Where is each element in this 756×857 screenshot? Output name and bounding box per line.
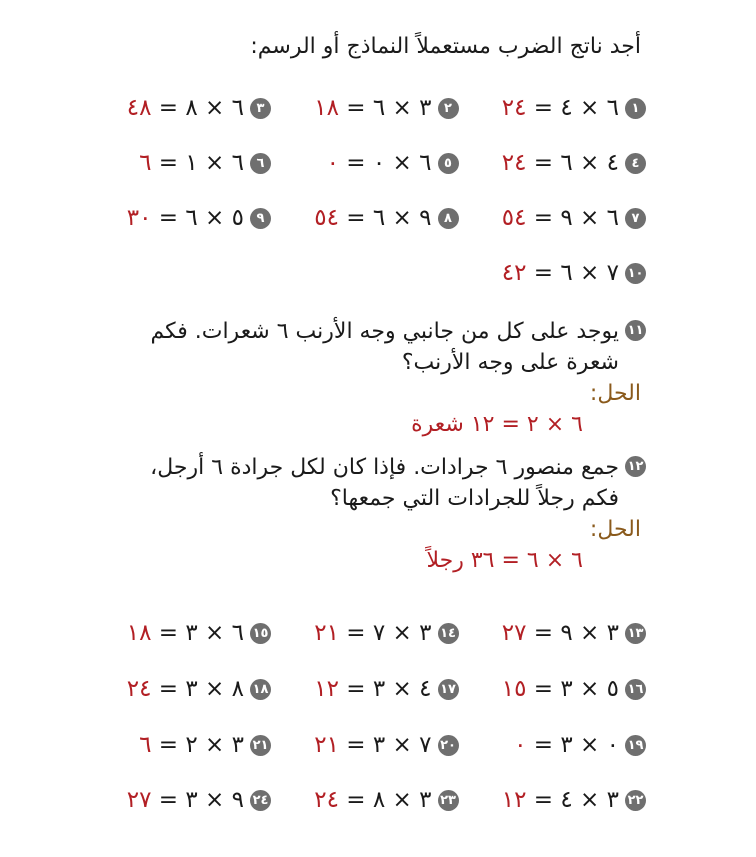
problem-21 bbox=[106, 728, 271, 762]
word-problem-11 bbox=[106, 316, 646, 440]
problem-expression: ٣ × ٧ = bbox=[346, 620, 432, 646]
problem-number-badge: ١٨ bbox=[250, 679, 271, 700]
problem-answer: ٥٤ bbox=[501, 205, 527, 231]
problem-answer: ٦ bbox=[139, 150, 152, 176]
problem-number-badge: ١ bbox=[625, 98, 646, 119]
problem-expression: ٤ × ٣ = bbox=[346, 676, 432, 702]
problem-5 bbox=[294, 146, 459, 180]
problem-row bbox=[106, 728, 646, 762]
problem-expression: ٧ × ٣ = bbox=[346, 732, 432, 758]
problem-expression: ٥ × ٣ = bbox=[533, 676, 619, 702]
problem-16 bbox=[481, 672, 646, 706]
problem-answer: ١٢ bbox=[501, 787, 527, 813]
problem-number-badge: ١٦ bbox=[625, 679, 646, 700]
problem-expression: ٧ × ٦ = bbox=[533, 260, 619, 286]
problem-answer: ٣٠ bbox=[126, 205, 152, 231]
word-problem-line: فكم رجلاً للجرادات التي جمعها؟ bbox=[330, 486, 619, 511]
problem-3 bbox=[106, 91, 271, 125]
problem-answer: ٥٤ bbox=[314, 205, 339, 231]
problem-14 bbox=[294, 616, 459, 650]
problem-number-badge: ١٩ bbox=[625, 735, 646, 756]
problem-answer: ٢٤ bbox=[314, 787, 339, 813]
word-problem-line: جمع منصور ٦ جرادات. فإذا كان لكل جرادة ٦ أرجل، bbox=[150, 455, 619, 480]
problem-number-badge: ٩ bbox=[250, 208, 271, 229]
problem-answer: ٦ bbox=[139, 732, 152, 758]
problem-answer: ٢٤ bbox=[501, 150, 527, 176]
problem-24 bbox=[106, 783, 271, 817]
problem-expression: ٣ × ٨ = bbox=[346, 787, 432, 813]
problem-number-badge: ١٣ bbox=[625, 623, 646, 644]
problem-expression: ٦ × ٨ = bbox=[158, 95, 244, 121]
problem-row bbox=[106, 672, 646, 706]
problem-expression: ٣ × ٢ = bbox=[158, 732, 244, 758]
problem-number-badge: ١٤ bbox=[438, 623, 459, 644]
problem-6 bbox=[106, 146, 271, 180]
problem-row bbox=[106, 201, 646, 235]
problem-expression: ٦ × ٠ = bbox=[346, 150, 432, 176]
problem-19 bbox=[481, 728, 646, 762]
problem-number-badge: ١٥ bbox=[250, 623, 271, 644]
problem-18 bbox=[106, 672, 271, 706]
problem-22 bbox=[481, 783, 646, 817]
problem-expression: ٦ × ١ = bbox=[158, 150, 244, 176]
problem-10 bbox=[481, 256, 646, 290]
problem-number-badge: ٨ bbox=[438, 208, 459, 229]
problem-8 bbox=[294, 201, 459, 235]
problem-number-badge: ١٠ bbox=[625, 263, 646, 284]
problem-15 bbox=[106, 616, 271, 650]
problem-row bbox=[106, 91, 646, 125]
problem-expression: ٨ × ٣ = bbox=[158, 676, 244, 702]
problem-expression: ٩ × ٣ = bbox=[158, 787, 244, 813]
problem-expression: ٤ × ٦ = bbox=[533, 150, 619, 176]
problem-expression: ٩ × ٦ = bbox=[346, 205, 432, 231]
problem-expression: ٣ × ٦ = bbox=[346, 95, 432, 121]
problem-2 bbox=[294, 91, 459, 125]
word-problem-text bbox=[106, 452, 646, 483]
problem-number-badge: ٢ bbox=[438, 98, 459, 119]
problem-answer: ١٨ bbox=[126, 620, 152, 646]
problem-number-badge: ٢٢ bbox=[625, 790, 646, 811]
problem-row bbox=[106, 616, 646, 650]
problem-number-badge: ٥ bbox=[438, 153, 459, 174]
problem-expression: ٦ × ٤ = bbox=[533, 95, 619, 121]
solution-answer: ٦ × ٢ = ١٢ شعرة bbox=[411, 412, 583, 437]
problem-4 bbox=[481, 146, 646, 180]
problem-23 bbox=[294, 783, 459, 817]
problem-expression: ٥ × ٦ = bbox=[158, 205, 244, 231]
problem-answer: ٢٧ bbox=[126, 787, 152, 813]
problem-row bbox=[106, 146, 646, 180]
instruction-title: أجد ناتج الضرب مستعملاً النماذج أو الرسم: bbox=[250, 34, 641, 59]
problem-number-badge: ٢١ bbox=[250, 735, 271, 756]
problem-number-badge: ١١ bbox=[625, 320, 646, 341]
problem-answer: ٢٧ bbox=[501, 620, 527, 646]
problem-number-badge: ٤ bbox=[625, 153, 646, 174]
solution-answer: ٦ × ٦ = ٣٦ رجلاً bbox=[426, 548, 583, 573]
problem-17 bbox=[294, 672, 459, 706]
problem-expression: ٣ × ٤ = bbox=[533, 787, 619, 813]
problem-answer: ٠ bbox=[514, 732, 527, 758]
problem-expression: ٦ × ٩ = bbox=[533, 205, 619, 231]
word-problem-line: شعرة على وجه الأرنب؟ bbox=[401, 350, 619, 375]
problem-row bbox=[106, 783, 646, 817]
problem-answer: ١٢ bbox=[314, 676, 339, 702]
problem-number-badge: ٧ bbox=[625, 208, 646, 229]
word-problem-text bbox=[106, 316, 646, 347]
word-problem-12 bbox=[106, 452, 646, 576]
problem-answer: ٢٤ bbox=[126, 676, 152, 702]
problem-answer: ١٨ bbox=[314, 95, 339, 121]
word-problem-line: يوجد على كل من جانبي وجه الأرنب ٦ شعرات. فكم bbox=[150, 319, 619, 344]
problem-answer: ٤٨ bbox=[126, 95, 152, 121]
problem-expression: ٣ × ٩ = bbox=[533, 620, 619, 646]
problem-answer: ٠ bbox=[326, 150, 339, 176]
problem-expression: ٠ × ٣ = bbox=[533, 732, 619, 758]
problem-row bbox=[106, 256, 646, 290]
problem-20 bbox=[294, 728, 459, 762]
problem-expression: ٦ × ٣ = bbox=[158, 620, 244, 646]
problem-number-badge: ٢٣ bbox=[438, 790, 459, 811]
problem-number-badge: ٦ bbox=[250, 153, 271, 174]
problem-1 bbox=[481, 91, 646, 125]
problem-13 bbox=[481, 616, 646, 650]
solution-label: الحل: bbox=[589, 381, 641, 406]
problem-answer: ١٥ bbox=[501, 676, 527, 702]
problem-number-badge: ١٧ bbox=[438, 679, 459, 700]
problem-7 bbox=[481, 201, 646, 235]
problem-answer: ٢٤ bbox=[501, 95, 527, 121]
problem-number-badge: ٢٠ bbox=[438, 735, 459, 756]
problem-9 bbox=[106, 201, 271, 235]
problem-answer: ٢١ bbox=[314, 620, 339, 646]
problem-answer: ٤٢ bbox=[501, 260, 527, 286]
problem-number-badge: ٢٤ bbox=[250, 790, 271, 811]
solution-label: الحل: bbox=[589, 517, 641, 542]
problem-number-badge: ٣ bbox=[250, 98, 271, 119]
problem-answer: ٢١ bbox=[314, 732, 339, 758]
problem-number-badge: ١٢ bbox=[625, 456, 646, 477]
